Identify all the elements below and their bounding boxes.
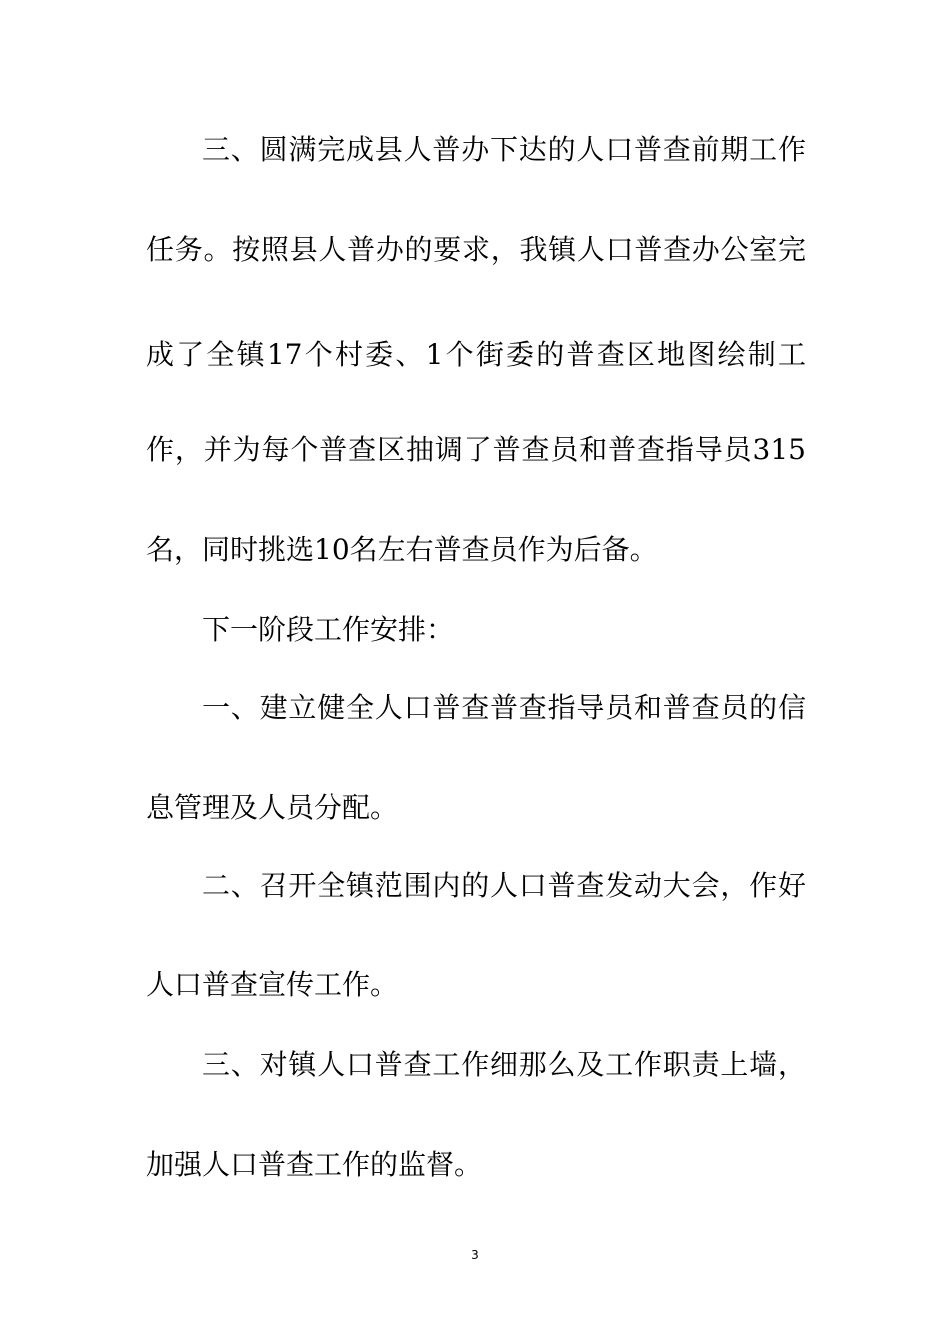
paragraph-line: 加强人口普查工作的监督。 [146, 1148, 483, 1181]
paragraph-line: 息管理及人员分配。 [146, 791, 399, 824]
paragraph-line: 名，同时挑选10名左右普查员作为后备。 [146, 533, 658, 566]
paragraph-line: 三、对镇人口普查工作细那么及工作职责上墙， [202, 1048, 806, 1081]
page-number: 3 [471, 1248, 479, 1262]
paragraph-line: 人口普查宣传工作。 [146, 968, 399, 1001]
paragraph-line: 一、建立健全人口普查普查指导员和普查员的信 [202, 691, 806, 724]
paragraph-line: 成了全镇17个村委、1个街委的普查区地图绘制工 [146, 338, 806, 371]
paragraph-line: 任务。按照县人普办的要求，我镇人口普查办公室完 [146, 233, 806, 266]
paragraph-line: 作，并为每个普查区抽调了普查员和普查指导员315 [146, 433, 806, 466]
section-heading: 下一阶段工作安排： [202, 613, 455, 646]
paragraph-line: 三、圆满完成县人普办下达的人口普查前期工作 [202, 133, 806, 166]
paragraph-line: 二、召开全镇范围内的人口普查发动大会，作好 [202, 869, 806, 902]
